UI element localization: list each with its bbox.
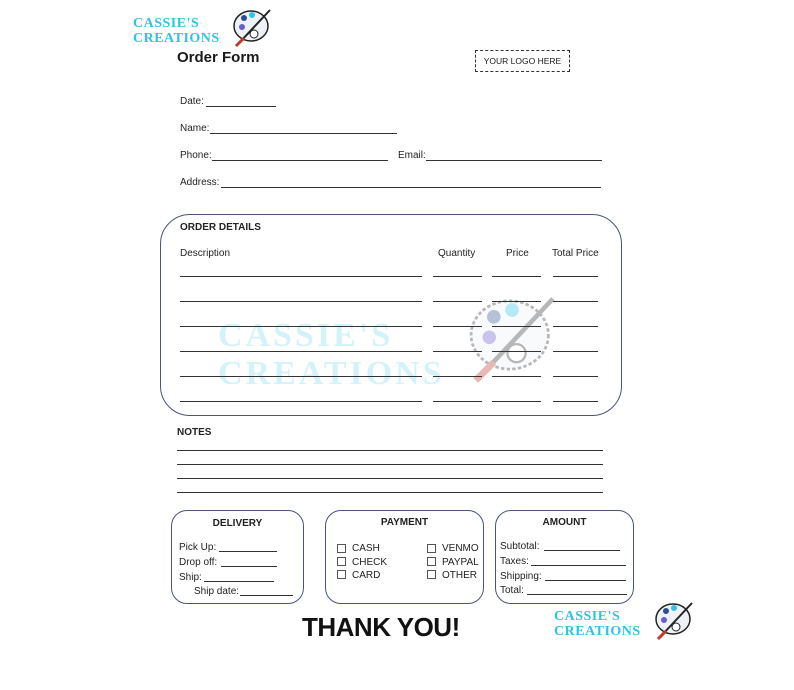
brand-name-line2: CREATIONS [133, 31, 220, 46]
card-label: CARD [352, 570, 381, 581]
pickup-field[interactable] [219, 551, 277, 552]
row-price[interactable] [492, 351, 541, 352]
brand-watermark [218, 317, 445, 393]
date-label: Date: [180, 96, 204, 107]
row-quantity[interactable] [433, 401, 482, 402]
brand-name-line2: CREATIONS [554, 624, 641, 639]
row-price[interactable] [492, 276, 541, 277]
watermark-line1: CASSIE'S [218, 317, 394, 354]
venmo-label: VENMO [442, 543, 479, 554]
email-field[interactable] [426, 160, 602, 161]
notes-title: NOTES [177, 427, 212, 438]
row-description[interactable] [180, 401, 422, 402]
total-label: Total: [500, 585, 524, 596]
pickup-label: Pick Up: [179, 542, 217, 553]
name-field[interactable] [210, 133, 397, 134]
row-description[interactable] [180, 376, 422, 377]
phone-field[interactable] [212, 160, 388, 161]
subtotal-field[interactable] [544, 550, 620, 551]
payment-title: PAYMENT [380, 517, 429, 528]
shipping-field[interactable] [545, 580, 626, 581]
notes-line[interactable] [177, 464, 603, 465]
total-field[interactable] [527, 594, 627, 595]
check-checkbox[interactable] [337, 557, 346, 566]
brand-logo-bottom [554, 609, 641, 639]
row-description[interactable] [180, 301, 422, 302]
ship-date-field[interactable] [240, 595, 293, 596]
other-checkbox[interactable] [427, 570, 436, 579]
delivery-title: DELIVERY [212, 518, 263, 529]
paint-palette-icon [230, 4, 274, 48]
row-description[interactable] [180, 351, 422, 352]
notes-line[interactable] [177, 450, 603, 451]
row-price[interactable] [492, 376, 541, 377]
dropoff-field[interactable] [221, 566, 277, 567]
row-price[interactable] [492, 301, 541, 302]
row-quantity[interactable] [433, 351, 482, 352]
col-total-price: Total Price [552, 248, 599, 259]
check-label: CHECK [352, 557, 388, 568]
order-details-title: ORDER DETAILS [180, 222, 261, 233]
date-field[interactable] [206, 106, 276, 107]
row-total[interactable] [553, 301, 598, 302]
cash-label: CASH [352, 543, 380, 554]
card-checkbox[interactable] [337, 570, 346, 579]
paypal-label: PAYPAL [442, 557, 479, 568]
venmo-checkbox[interactable] [427, 544, 436, 553]
taxes-label: Taxes: [500, 556, 529, 567]
row-total[interactable] [553, 326, 598, 327]
cash-checkbox[interactable] [337, 544, 346, 553]
col-quantity: Quantity [438, 248, 476, 259]
shipping-label: Shipping: [500, 571, 542, 582]
brand-name-line1: CASSIE'S [554, 609, 621, 624]
dropoff-label: Drop off: [179, 557, 218, 568]
row-quantity[interactable] [433, 326, 482, 327]
watermark-line2: CREATIONS [218, 355, 445, 392]
logo-placeholder: YOUR LOGO HERE [475, 50, 570, 72]
col-description: Description [180, 248, 231, 259]
ship-date-label: Ship date: [194, 586, 240, 597]
ship-label: Ship: [179, 572, 202, 583]
thank-you-text: THANK YOU! [302, 612, 460, 642]
col-price: Price [506, 248, 529, 259]
address-label: Address: [180, 177, 220, 188]
other-label: OTHER [442, 570, 477, 581]
row-quantity[interactable] [433, 301, 482, 302]
notes-line[interactable] [177, 492, 603, 493]
ship-field[interactable] [204, 581, 274, 582]
row-price[interactable] [492, 326, 541, 327]
row-quantity[interactable] [433, 376, 482, 377]
paypal-checkbox[interactable] [427, 557, 436, 566]
paint-palette-icon [652, 597, 696, 641]
subtotal-label: Subtotal: [500, 541, 540, 552]
brand-logo-top [133, 16, 220, 46]
palette-watermark-icon [462, 285, 562, 385]
row-total[interactable] [553, 376, 598, 377]
row-quantity[interactable] [433, 276, 482, 277]
row-price[interactable] [492, 401, 541, 402]
amount-title: AMOUNT [542, 517, 587, 528]
address-field[interactable] [221, 187, 601, 188]
taxes-field[interactable] [531, 565, 626, 566]
notes-line[interactable] [177, 478, 603, 479]
row-description[interactable] [180, 326, 422, 327]
email-label: Email: [398, 150, 426, 161]
name-label: Name: [180, 123, 210, 134]
phone-label: Phone: [180, 150, 212, 161]
form-title: Order Form [177, 49, 260, 66]
row-total[interactable] [553, 351, 598, 352]
brand-name-line1: CASSIE'S [133, 16, 200, 31]
row-total[interactable] [553, 276, 598, 277]
row-total[interactable] [553, 401, 598, 402]
row-description[interactable] [180, 276, 422, 277]
